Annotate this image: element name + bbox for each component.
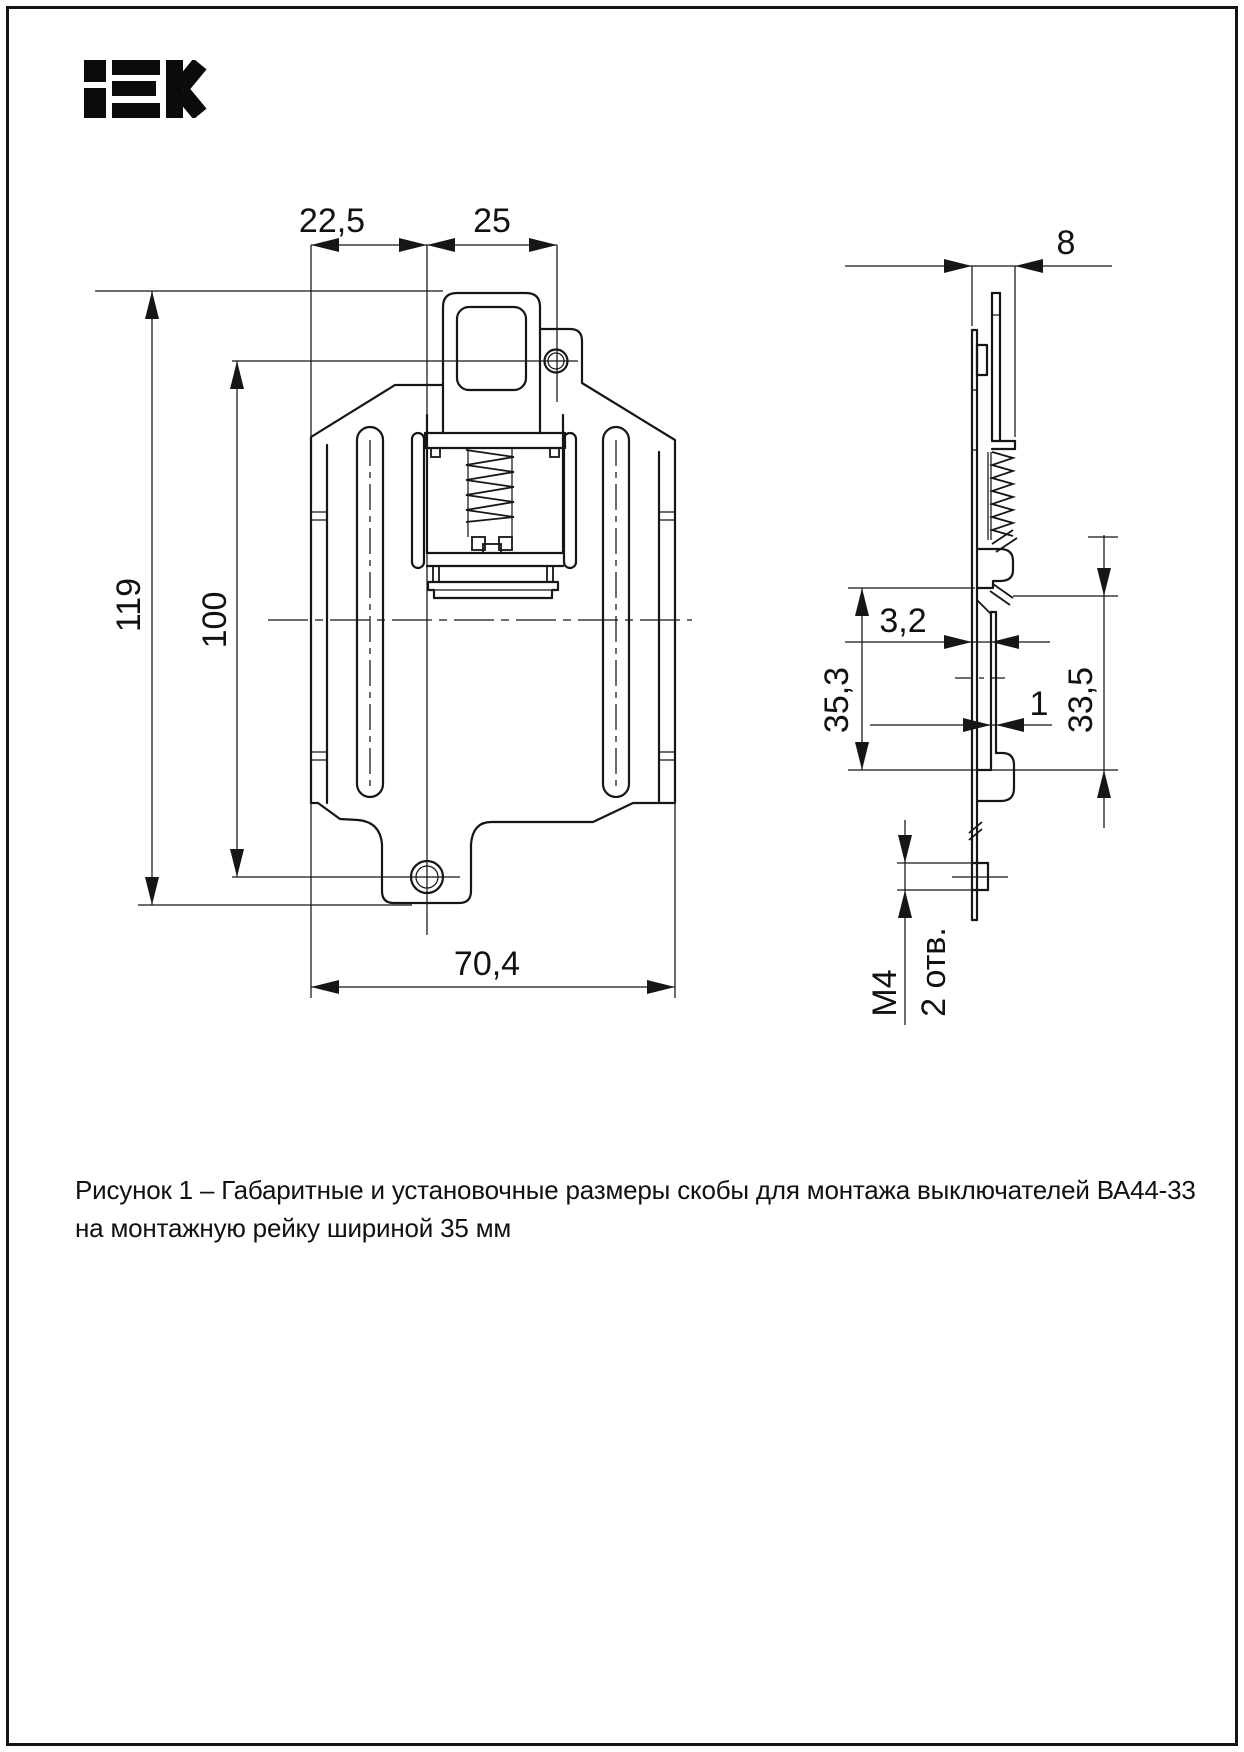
dim-value-8: 8 xyxy=(1056,224,1076,262)
dim-arrow xyxy=(647,980,675,994)
dim-value-100: 100 xyxy=(196,591,234,649)
dim-arrow xyxy=(898,890,912,918)
dim-arrow xyxy=(399,238,427,252)
top-hook xyxy=(977,549,1013,588)
dim-arrow xyxy=(855,588,869,616)
bar-tab-left xyxy=(431,448,440,457)
dim-value-3-2: 3,2 xyxy=(879,602,927,640)
label-m4: M4 xyxy=(866,969,904,1017)
handle-cutout xyxy=(457,307,526,390)
dim-value-1: 1 xyxy=(1029,685,1049,723)
spring-latch-assembly xyxy=(425,415,565,598)
dim-arrow xyxy=(898,835,912,863)
dim-value-25: 25 xyxy=(473,202,511,240)
slot-inner-left xyxy=(412,433,424,568)
dim-arrow xyxy=(427,238,455,252)
dim-arrow xyxy=(855,742,869,770)
caption-line-1: Рисунок 1 – Габаритные и установочные размеры скобы для монтажа выключателей ВА44-33 xyxy=(75,1175,1196,1205)
spring-coil xyxy=(466,450,514,522)
leaf-connector xyxy=(977,600,991,614)
side-spring-coil xyxy=(992,452,1013,536)
dim-arrow xyxy=(1097,770,1111,798)
mounting-slots xyxy=(357,427,629,797)
front-dimensions xyxy=(95,202,675,998)
side-spring xyxy=(988,452,1013,540)
dim-arrow xyxy=(529,238,557,252)
side-view xyxy=(818,224,1118,1025)
dim-arrow xyxy=(944,259,972,273)
dim-arrow xyxy=(145,291,159,319)
dim-value-35-3: 35,3 xyxy=(818,666,856,734)
dim-value-70-4: 70,4 xyxy=(453,945,521,983)
dim-arrow xyxy=(145,877,159,905)
dim-arrow xyxy=(230,361,244,389)
front-view xyxy=(95,202,692,998)
side-dimensions xyxy=(818,224,1118,1025)
bar-tab-right xyxy=(550,448,559,457)
figure-caption xyxy=(75,1172,1195,1247)
mounting-holes xyxy=(411,350,568,894)
dim-arrow xyxy=(944,635,972,649)
plate-tab xyxy=(977,345,987,375)
bottom-hook xyxy=(977,753,1014,801)
dim-value-33-5: 33,5 xyxy=(1062,666,1100,734)
dim-value-22-5: 22,5 xyxy=(298,202,366,240)
dim-arrow xyxy=(230,849,244,877)
caption-line-2: на монтажную рейку шириной 35 мм xyxy=(75,1212,512,1243)
dim-arrow xyxy=(1015,259,1043,273)
label-2-holes: 2 отв. xyxy=(915,927,953,1017)
dim-arrow xyxy=(996,718,1024,732)
slot-inner-right xyxy=(564,433,576,568)
m4-boss xyxy=(952,863,1008,890)
dim-value-119: 119 xyxy=(110,577,148,633)
side-handle-strip xyxy=(992,293,1015,449)
dim-arrow xyxy=(1097,568,1111,596)
dim-arrow xyxy=(311,980,339,994)
dim-arrow xyxy=(311,238,339,252)
